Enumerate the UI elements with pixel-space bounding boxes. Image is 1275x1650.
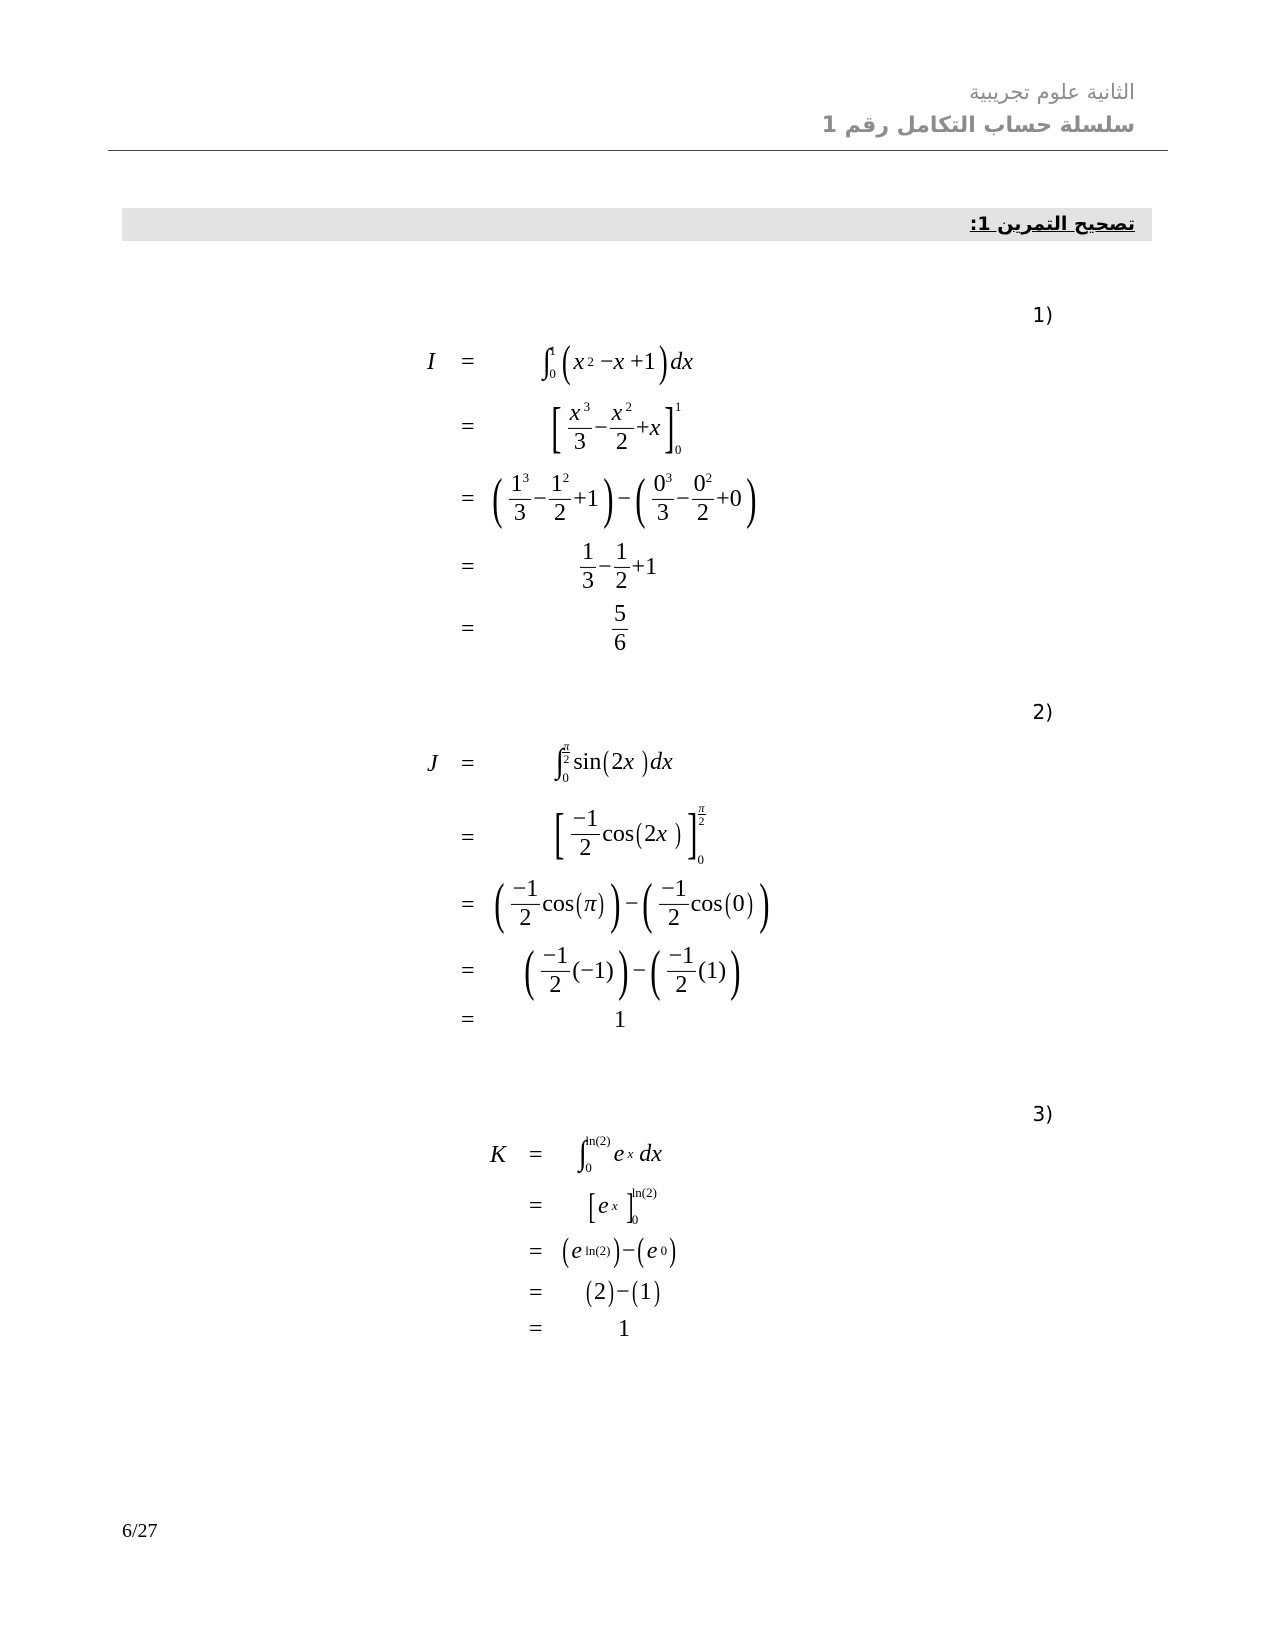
step-3-4: ( 2 ) − ( 1 )	[586, 1275, 660, 1308]
step-1-3: ( $\frac{1^3}{3}$ − $\frac{1^2}{2}$ +1 ) − ( $\frac{0^3}{3}$ − $\frac{0^2}{2}$ +0 )	[492, 468, 757, 530]
step-2-3: ( $\frac{-1}{2}$ cos ( π ) ) − ( $\frac{-1}{2}$ cos ( 0 ) )	[494, 873, 770, 935]
step-2-5: 1	[614, 1007, 626, 1033]
equals-sign: =	[461, 349, 475, 375]
step-1-5: $\frac{5}{6}$	[614, 600, 626, 656]
exercise-label-1: (1	[1032, 303, 1053, 327]
step-3-5: 1	[618, 1316, 630, 1342]
integral-name-I: I	[427, 349, 435, 375]
integral-name-J: J	[427, 751, 438, 777]
page-number: 6/27	[122, 1520, 158, 1542]
equals-sign: =	[461, 892, 475, 918]
step-1-2: [ $\frac{x ^3}{3}$ − $\frac{x ^2}{2}$ + x ] 1 0	[551, 397, 682, 459]
equals-sign: =	[461, 616, 475, 642]
equals-sign: =	[529, 1316, 543, 1342]
step-2-4: ( $\frac{-1}{2}$ (−1) ) − ( $\frac{-1}{2}$ (1) )	[524, 940, 741, 1002]
equals-sign: =	[461, 486, 475, 512]
equals-sign: =	[529, 1239, 543, 1265]
integral-name-K: K	[490, 1142, 507, 1168]
equals-sign: =	[461, 414, 475, 440]
step-3-1: ∫ ln(2) 0 e x dx	[578, 1133, 662, 1175]
step-1-1: ∫ 1 0 ( x 2 − x +1 ) dx	[542, 337, 693, 386]
equals-sign: =	[529, 1142, 543, 1168]
header-divider	[108, 150, 1168, 151]
step-3-2: [ e x ] ln(2) 0	[588, 1185, 657, 1227]
section-title: تصحيح التمرين 1:	[969, 213, 1135, 235]
equals-sign: =	[461, 958, 475, 984]
header-series-title: سلسلة حساب التكامل رقم 1	[821, 113, 1135, 138]
step-2-1: ∫ π 2 0 sin ( 2 x ) dx	[555, 739, 673, 785]
equals-sign: =	[529, 1280, 543, 1306]
exercise-label-2: (2	[1032, 700, 1053, 724]
equals-sign: =	[461, 1007, 475, 1033]
equals-sign: =	[461, 825, 475, 851]
exercise-label-3: (3	[1032, 1102, 1053, 1126]
step-1-4: $\frac{1}{3}$ − $\frac{1}{2}$ +1	[582, 538, 658, 594]
step-2-2: [ $\frac{-1}{2}$ cos ( 2 x ) ] π 2 0	[554, 801, 705, 867]
step-3-3: ( e ln(2) ) − ( e 0 )	[562, 1232, 677, 1269]
equals-sign: =	[529, 1193, 543, 1219]
equals-sign: =	[461, 554, 475, 580]
header-level: الثانية علوم تجريبية	[969, 80, 1135, 104]
equals-sign: =	[461, 751, 475, 777]
